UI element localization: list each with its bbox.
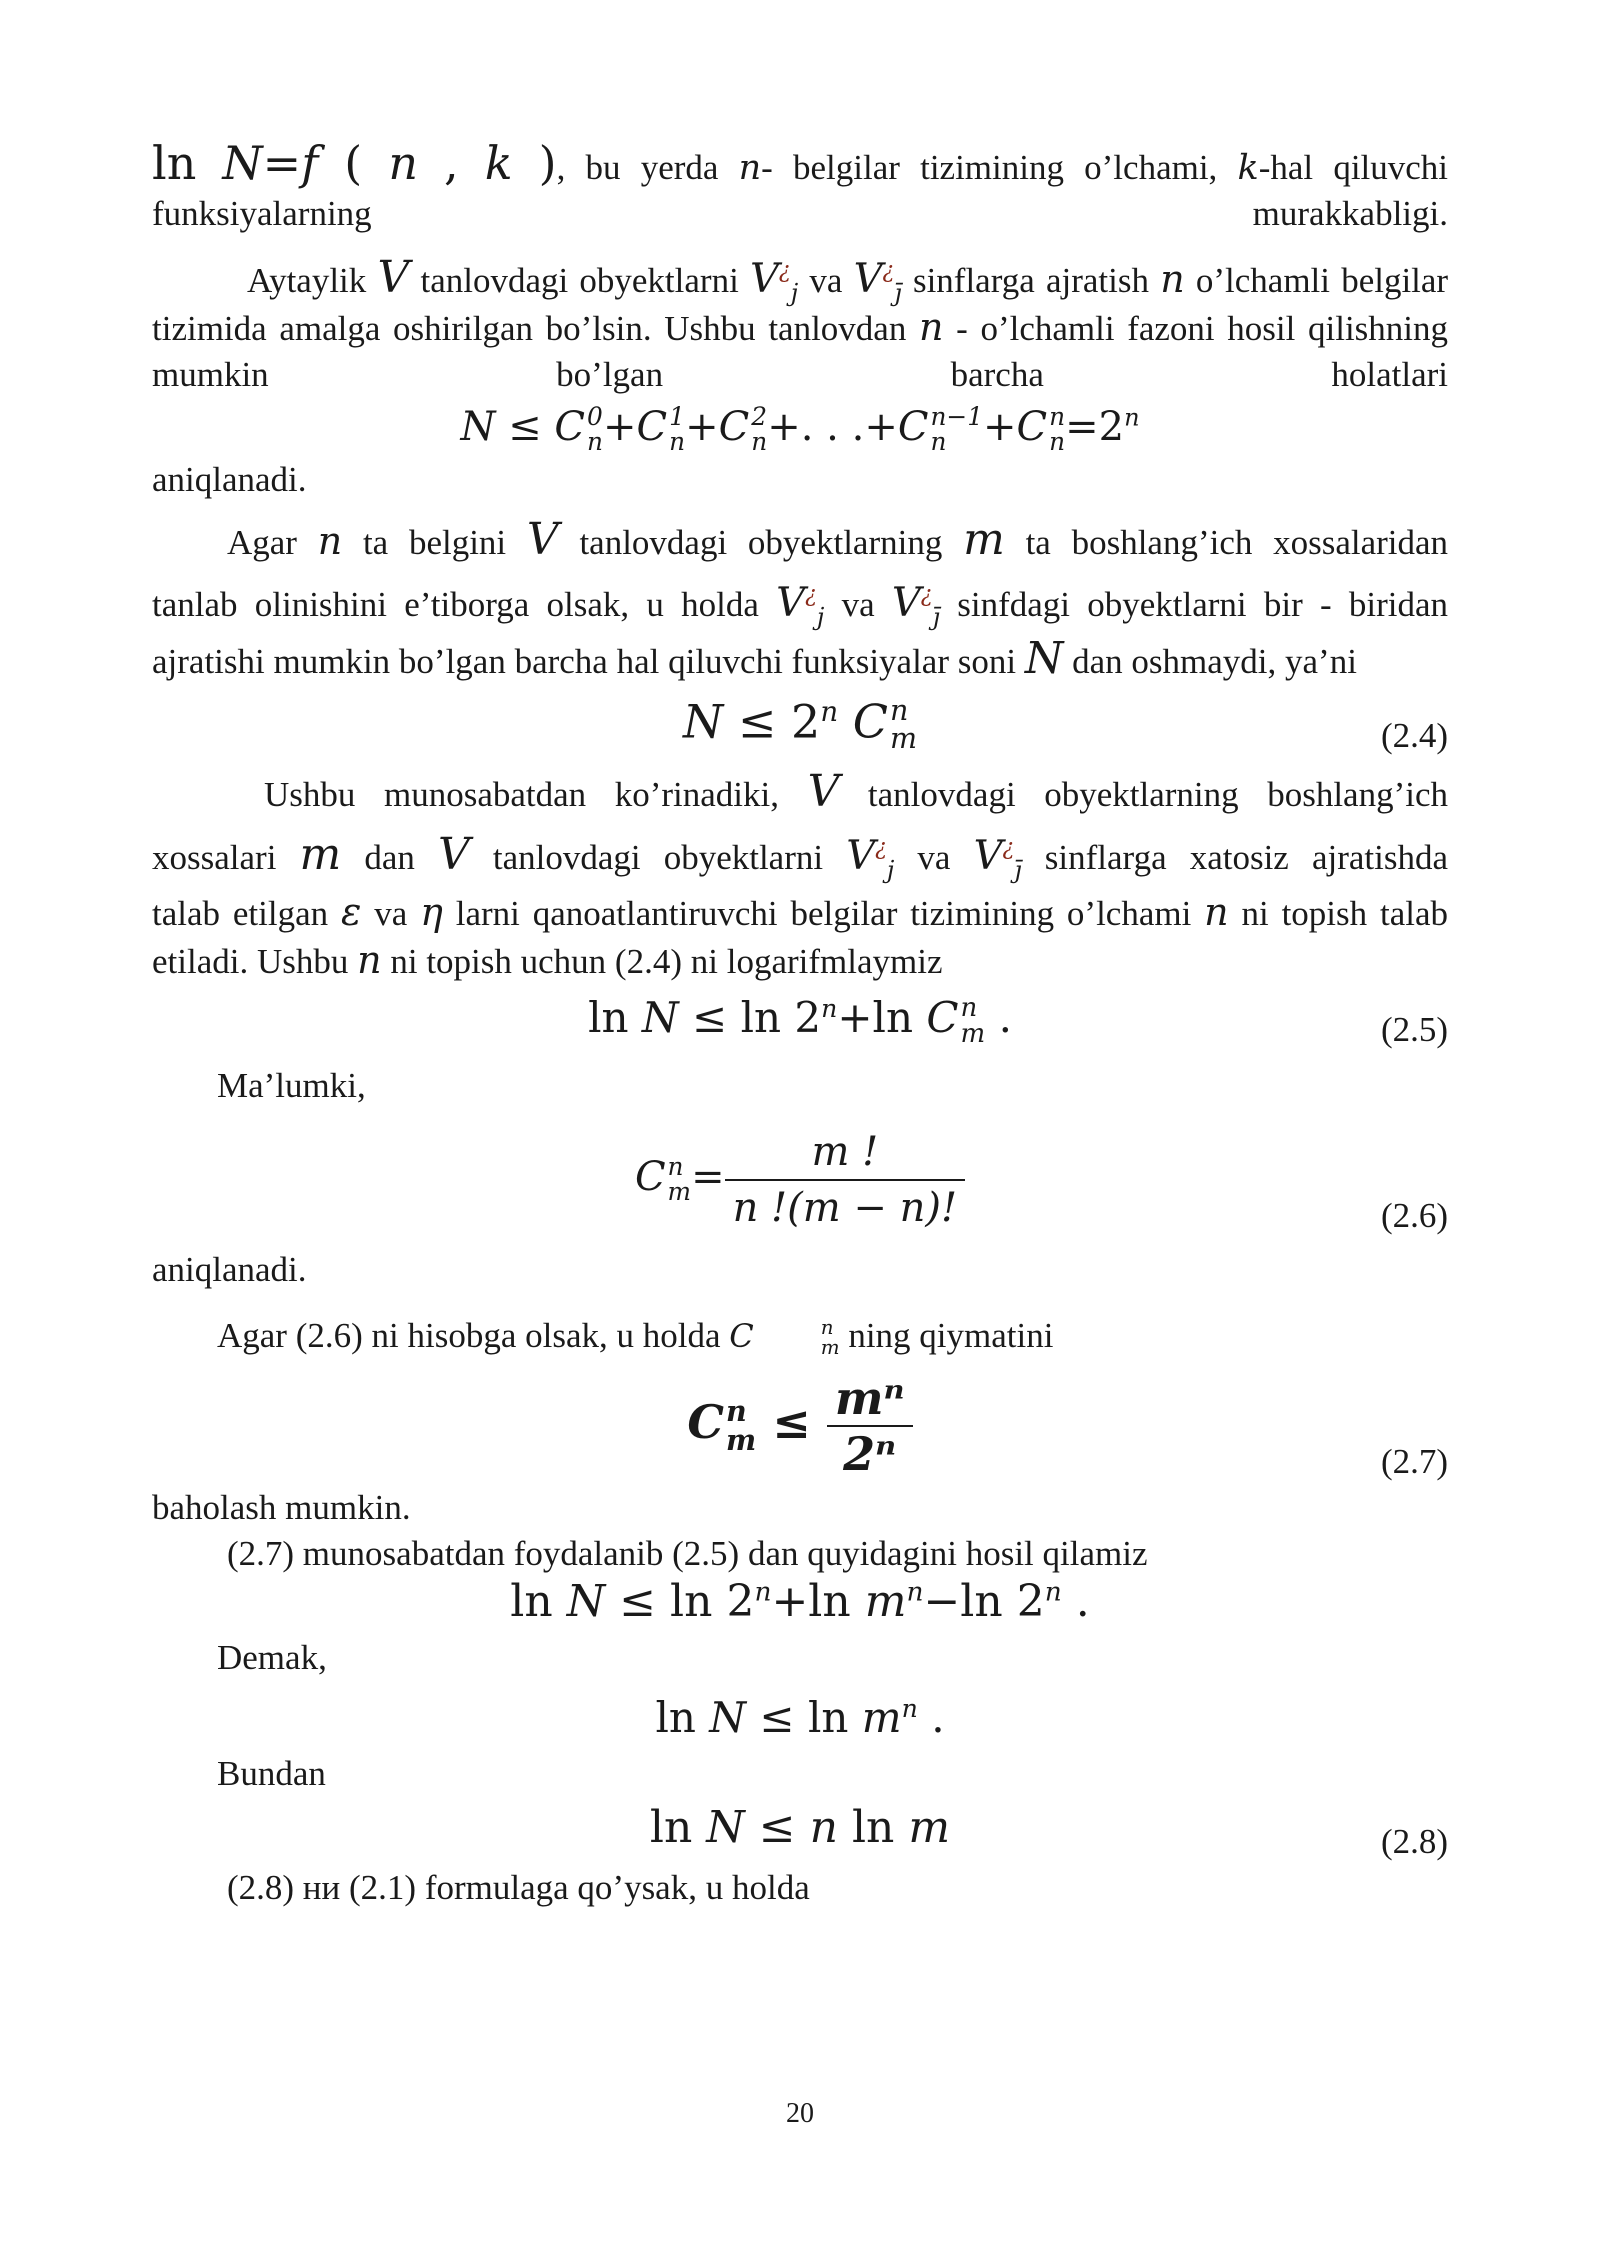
equation-number: (2.8) [1380,1821,1448,1861]
var-eta: η [420,889,443,934]
var-V: V [807,765,840,817]
var-n: n [357,937,382,982]
text: va [809,261,843,300]
equation-result: $\ln N \le \ln m^n$ . [655,1692,945,1742]
var-V: V [526,513,559,565]
paragraph-4-line-3: ajratishi mumkin bo’lgan barcha hal qiluvchi funksiyalar soni N dan oshmaydi, ya’ni [152,632,1357,684]
page-number: 20 [786,2098,814,2129]
fraction: $\frac{\text{mⁿ}}{\text{2ⁿ}}$ [827,1375,913,1477]
var-Vj: $V^¿_j$ [846,832,895,884]
var-n: n [317,518,343,563]
paragraph-5-line-2: xossalari m dan V tanlovdagi obyektlarni $V^¿_j$ va $V^¿_{j̄}$ sinflarga xatosiz ajratishda [152,828,1448,884]
text: o’lchamli belgilar tizimida amalga oshirilgan bo’lsin. Ushbu tanlovdan [152,261,1449,348]
paragraph-5-line-3: talab etilgan ε va η larni qanoatlantiruvchi belgilar tizimining o’lchami n ni topish talab etiladi. Ushbu n ni topish uchun (2.4) ni logarifmlaymiz [152,889,1449,982]
document-page [152,136,1449,1911]
equation-2-7: C n m ≤ $\frac{\text{mⁿ}}{\text{2ⁿ}}$ (2.7) [152,1375,1448,1485]
equation-2-8: ln N ≤ n ln m (2.8) [152,1805,1448,1865]
paragraph-1 [152,136,1449,237]
fraction: $\frac{m !}{n !(m - n)!}$ [725,1129,965,1231]
var-n: n [1204,889,1229,934]
equation-2-4: $N \le 2^n$ C n m (2.4) [152,697,1448,759]
paragraph-7: aniqlanadi. [152,1249,307,1289]
paragraph-13: (2.8) ни (2.1) formulaga qo’ysak, u holda [227,1867,810,1907]
var-Vjbar: $V^¿_{j̄}$ [973,832,1022,884]
var-n: n [919,305,944,349]
equation-2-6: C n m = $\frac{m !}{n !(m - n)!}$ (2.6) [152,1129,1448,1239]
paragraph-8: Agar (2.6) ni hisobga olsak, u holda C n m ning qiymatini [217,1315,1054,1360]
paragraph-10: (2.7) munosabatdan foydalanib (2.5) dan quyidagini hosil qilamiz [227,1533,1148,1573]
paragraph-2 [152,252,1449,398]
paragraph-11: Demak, [217,1637,327,1677]
var-V: V [377,252,410,303]
var-V: V [437,828,470,880]
formula-lnN-f: ln N=f ( n , k ) [152,136,557,190]
equation-sum-binomials: N ≤ C 0 n +C 1 n +C 2 n +. . .+C n−1 n +C n n $=2^n$ [460,402,1140,456]
paragraph-12: Bundan [217,1753,326,1793]
paragraph-3: aniqlanadi. [152,459,307,499]
var-n: n [1160,257,1185,301]
var-epsilon: ε [340,889,362,934]
text: tanlovdagi obyektlarni [420,261,739,300]
paragraph-9: baholash mumkin. [152,1487,411,1527]
equation-number: (2.5) [1380,1009,1448,1049]
var-N: N [1024,632,1064,684]
text: - belgilar tizimining o’lchami, [761,148,1218,187]
var-Vjbar: $V^¿_{j̄}$ [891,579,940,631]
text: - o’lchamli fazoni hosil qilishning mumkin bo’lgan barcha holatlari [152,309,1449,394]
equation-intermediate: $\ln N \le \ln 2^n+\ln$ $m^n-\ln$ 2$^n$ . [510,1575,1090,1627]
var-m: m [963,513,1005,565]
equation-number: (2.6) [1380,1195,1448,1235]
equation-2-5: $\ln N \le \ln 2^n+\ln$ C n m . (2.5) [152,995,1448,1053]
text: sinflarga ajratish [912,261,1149,300]
text: -hal qiluvchi funksiyalarning murakkabligi. [152,148,1449,233]
equation-number: (2.7) [1380,1441,1448,1481]
paragraph-6: Ma’lumki, [217,1065,366,1105]
var-Vj: $V^¿_j$ [776,579,825,631]
var-n: n [738,148,762,188]
paragraph-4-line-2: tanlab olinishini e’tiborga olsak, u holda $V^¿_j$ va $V^¿_{j̄}$ sinfdagi obyektlarni bir - biridan [152,579,1449,631]
var-m: m [299,828,342,880]
equation-number: (2.4) [1380,715,1448,755]
var-k: k [1237,148,1259,188]
text: Aytaylik [247,261,367,300]
var-Vj: $V^¿_j$ [750,256,799,307]
var-Vjbar: $V^¿_{j̄}$ [853,256,902,307]
text: , bu yerda [556,148,719,187]
paragraph-5: Ushbu munosabatdan ko’rinadiki, V tanlovdagi obyektlarning boshlang’ich [264,765,1448,817]
paragraph-4: Agar n ta belgini V tanlovdagi obyektlarning m ta boshlang’ich xossalaridan [227,513,1449,565]
